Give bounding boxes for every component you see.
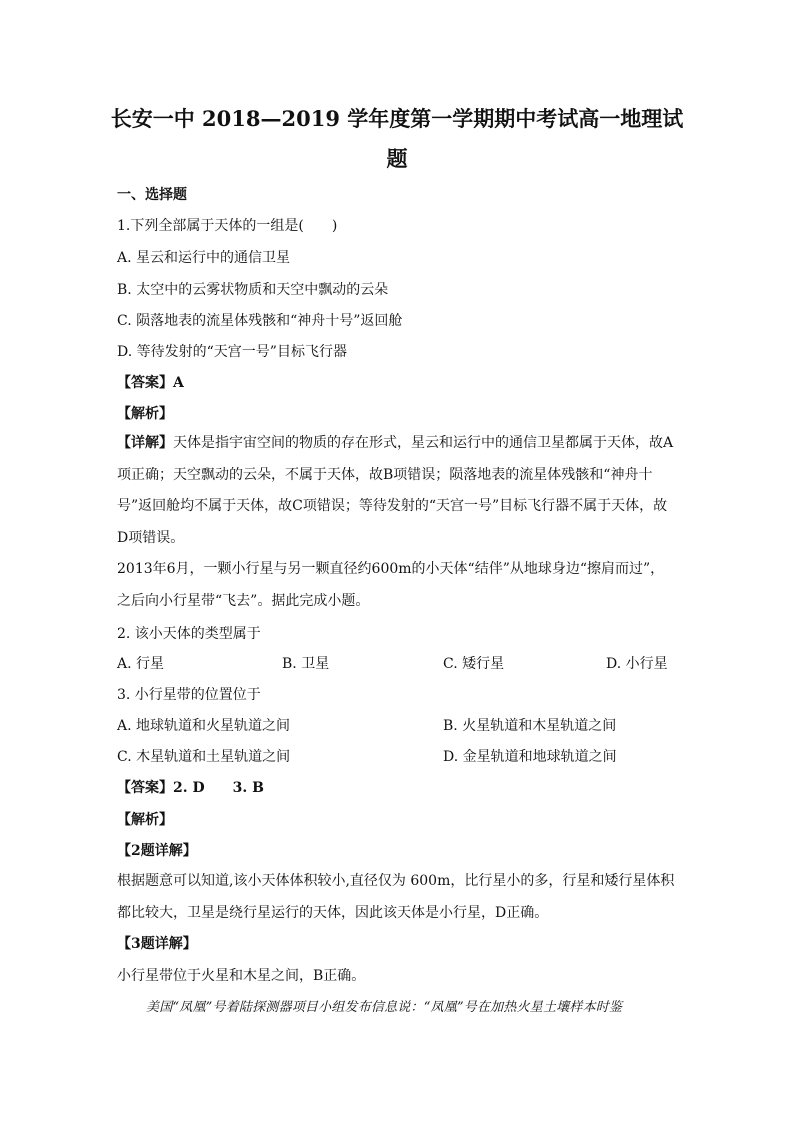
doc-title-line1: 长安一中 2018—2019 学年度第一学期期中考试高一地理试	[110, 106, 684, 131]
q1-stem: 1.下列全部属于天体的一组是( )	[117, 218, 338, 234]
q3-option-b: B. 火星轨道和木星轨道之间	[443, 718, 617, 734]
q1-analysis-label: 【解析】	[117, 406, 173, 422]
q1-option-b: B. 太空中的云雾状物质和天空中飘动的云朵	[117, 282, 389, 298]
q1-answer: 【答案】A	[117, 375, 184, 391]
doc-title-line2: 题	[386, 146, 408, 171]
q2-option-b: B. 卫星	[282, 656, 330, 672]
q1-detail-text: 天体是指宇宙空间的物质的存在形式，星云和运行中的通信卫星都属于天体，故A项正确；天空飘动的云朵，不属于天体，故B项错误；陨落地表的流星体残骸和“神舟十号”返回舱均不属于天体，故C项错误；等待发射的“天宫一号”目标飞行器不属于天体，故D项错误。	[117, 435, 674, 546]
q3-detail-label: 【3题详解】	[117, 936, 197, 952]
q1-option-c: C. 陨落地表的流星体残骸和“神舟十号”返回舱	[117, 313, 403, 329]
q3-option-a: A. 地球轨道和火星轨道之间	[117, 718, 291, 734]
q3-detail-text: 小行星带位于火星和木星之间，B正确。	[117, 968, 366, 984]
q23-answer: 【答案】2. D 3. B	[117, 780, 264, 796]
q2-option-d: D. 小行星	[606, 656, 668, 672]
q1-option-a: A. 星云和运行中的通信卫星	[117, 250, 291, 266]
q23-analysis-label: 【解析】	[117, 812, 173, 828]
q2-option-c: C. 矮行星	[443, 656, 505, 672]
q3-stem: 3. 小行星带的位置位于	[117, 687, 261, 703]
next-material-text: 美国“凤凰”号着陆探测器项目小组发布信息说：“凤凰”号在加热火星土壤样本时鉴	[146, 1000, 623, 1015]
q2-detail-label: 【2题详解】	[117, 843, 197, 859]
q3-option-c: C. 木星轨道和土星轨道之间	[117, 749, 291, 765]
q2-stem: 2. 该小天体的类型属于	[117, 626, 261, 642]
q1-option-d: D. 等待发射的“天宫一号”目标飞行器	[117, 344, 347, 360]
q3-option-d: D. 金星轨道和地球轨道之间	[443, 749, 617, 765]
section-heading: 一、选择题	[117, 187, 187, 203]
material-paragraph: 2013年6月，一颗小行星与另一颗直径约600m的小天体“结伴”从地球身边“擦肩而过”，之后向小行星带“飞去”。据此完成小题。	[117, 561, 665, 609]
q1-detail	[117, 428, 677, 554]
q2-detail-text: 根据题意可以知道,该小天体体积较小,直径仅为 600m，比行星小的多，行星和矮行星体积都比较大，卫星是绕行星运行的天体，因此该天体是小行星，D正确。	[117, 873, 675, 921]
q1-detail-label: 【详解】	[117, 435, 173, 451]
q2-option-a: A. 行星	[117, 656, 165, 672]
